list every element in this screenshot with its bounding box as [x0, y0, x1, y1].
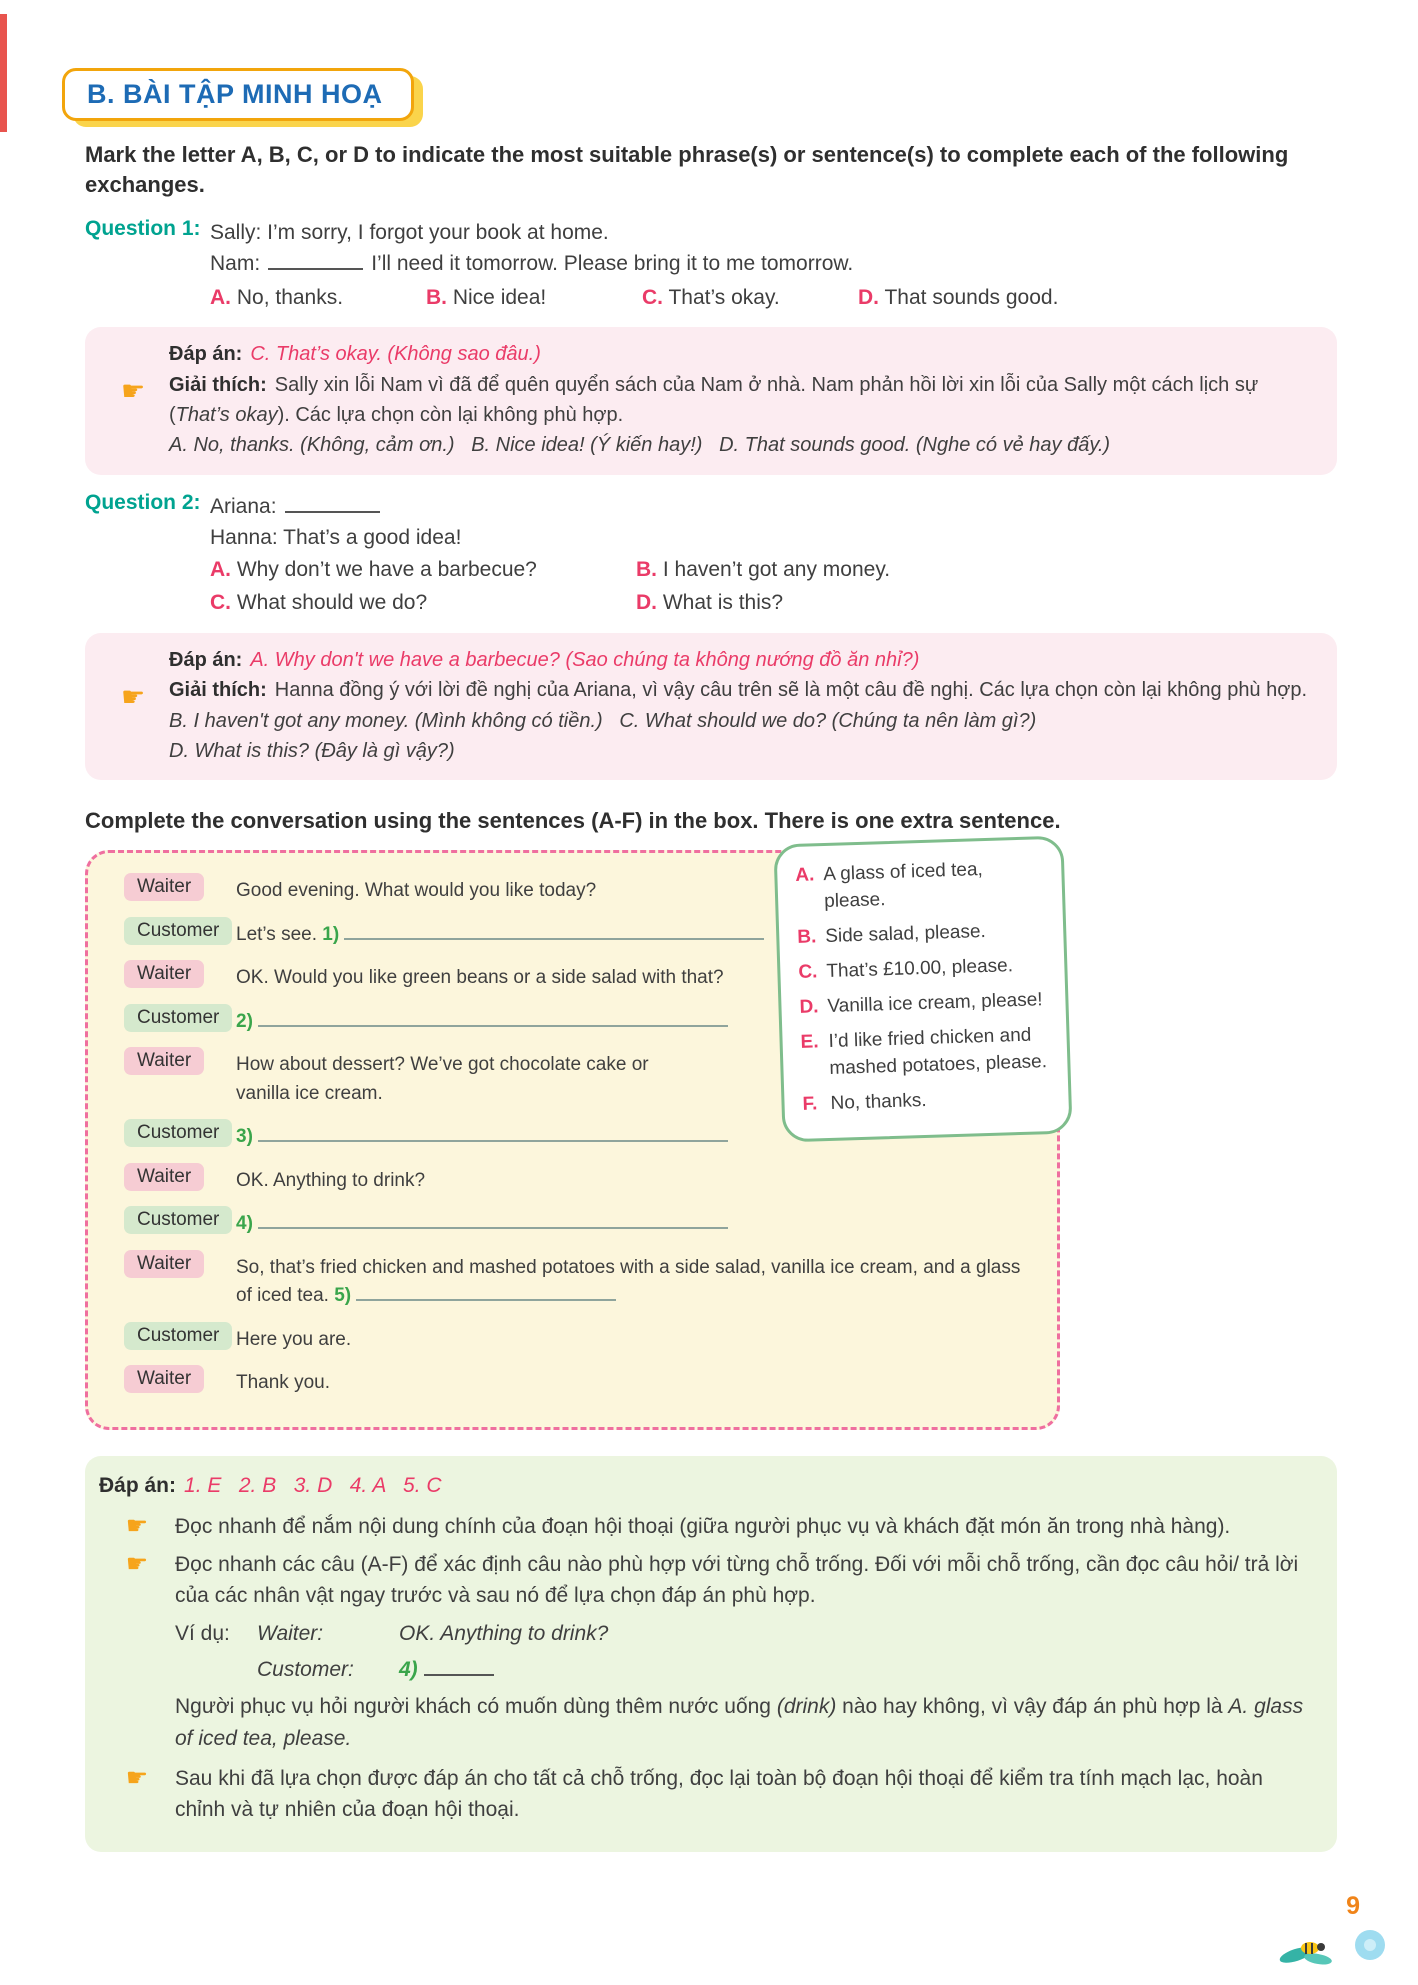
page-content	[85, 140, 1337, 1852]
dialogue-line: Hanna: That’s a good idea!	[210, 526, 462, 550]
option-text: Side salad, please.	[824, 921, 987, 948]
blank-number: 4)	[399, 1658, 418, 1682]
option-letter: E.	[800, 1031, 819, 1054]
tip-italic: A. glass of iced tea, please.	[175, 1695, 1304, 1750]
option-text: That’s okay.	[668, 285, 780, 309]
dialogue-line	[210, 248, 1337, 280]
option-b	[426, 282, 642, 314]
answer-label: Đáp án:	[169, 648, 243, 671]
example-speaker: Waiter:	[257, 1622, 324, 1646]
section-title: B. BÀI TẬP MINH HOẠ	[87, 79, 383, 109]
speaker-cell	[124, 960, 236, 988]
speaker-cell	[124, 917, 236, 945]
option-letter: D.	[858, 285, 879, 309]
sentence-option-a	[795, 855, 1049, 917]
dialogue-fragment: So, that’s fried chicken and mashed potatoes with a side salad, vanilla ice cream, and a glass of iced tea.	[236, 1256, 1021, 1307]
dialogue-row	[124, 1163, 1037, 1196]
exercise-instruction: Mark the letter A, B, C, or D to indicate the most suitable phrase(s) or sentence(s) to complete each of the following exchanges.	[85, 142, 1289, 198]
dialogue-fragment: Let’s see.	[236, 923, 317, 945]
option-b	[636, 554, 1337, 586]
pointing-hand-icon: ☛	[121, 681, 146, 712]
question-2-label: Question 2:	[85, 490, 201, 514]
dialogue-text: Here you are.	[236, 1328, 352, 1350]
answer-blank	[268, 258, 363, 270]
speaker-cell	[124, 1365, 236, 1393]
blank-number: 1)	[322, 923, 340, 945]
dialogue-text	[236, 917, 764, 950]
question-1-label: Question 1:	[85, 216, 201, 240]
speaker-cell	[124, 1163, 236, 1191]
blank-line	[344, 928, 764, 940]
exercise-answer-box	[85, 1456, 1337, 1852]
explanation-italic: That’s okay	[175, 404, 278, 426]
blank-number: 3)	[236, 1126, 253, 1148]
explanation-text: ). Các lựa chọn còn lại không phù hợp.	[277, 404, 624, 426]
speaker-chip-waiter: Waiter	[124, 1047, 204, 1075]
answer-line	[99, 1470, 1311, 1501]
explanation-text: Hanna đồng ý với lời đề nghị của Ariana, vì vậy câu trên sẽ là một câu đề nghị. Các lựa chọn còn lại không phù hợp.	[274, 679, 1308, 702]
option-text: No, thanks.	[236, 285, 344, 309]
dialogue-row	[124, 1322, 1037, 1355]
speaker-chip-waiter: Waiter	[124, 1250, 204, 1278]
pointing-hand-icon: ☛	[125, 1763, 149, 1792]
answer-options	[210, 282, 1337, 314]
option-text: I’d like fried chicken and mashed potatoes, please.	[828, 1024, 1048, 1080]
answer-options	[210, 554, 1337, 619]
blank-line	[258, 1015, 728, 1027]
dialogue-text	[236, 1206, 728, 1239]
speaker-chip-waiter: Waiter	[124, 873, 204, 901]
bee-flower-decoration	[1266, 1915, 1396, 1973]
pointing-hand-icon: ☛	[121, 376, 146, 407]
option-d	[858, 282, 1058, 314]
answer-line	[169, 339, 1311, 369]
answer-label: Đáp án:	[99, 1473, 177, 1497]
speaker-chip-customer: Customer	[124, 1322, 232, 1350]
option-a	[210, 554, 636, 586]
dialogue-text: Good evening. What would you like today?	[236, 880, 597, 902]
speaker-cell	[124, 1250, 236, 1278]
example-spacer	[175, 1654, 257, 1685]
explanation	[169, 370, 1311, 431]
tip-italic: (drink)	[776, 1695, 837, 1719]
blank-line	[424, 1664, 494, 1676]
explanation-label: Giải thích:	[169, 679, 267, 702]
option-letter: C.	[210, 591, 231, 615]
option-text: I haven’t got any money.	[662, 557, 891, 581]
option-letter: A.	[795, 864, 815, 887]
tip-text: nào hay không, vì vậy đáp án phù hợp là	[836, 1695, 1229, 1719]
conversation-instruction: Complete the conversation using the sentences (A-F) in the box. There is one extra sentence.	[85, 808, 1061, 834]
blank-number: 2)	[236, 1010, 253, 1032]
page-number: 9	[1346, 1892, 1360, 1920]
question-1	[85, 217, 1337, 314]
option-translations: D. What is this? (Đây là gì vậy?)	[169, 739, 455, 762]
example-text: OK. Anything to drink?	[399, 1622, 609, 1646]
speaker-cell	[124, 1047, 236, 1075]
speaker-cell	[124, 873, 236, 901]
sentence-option-d	[799, 987, 1052, 1022]
option-a	[210, 282, 426, 314]
option-letter: A.	[210, 557, 231, 581]
blank-number: 5)	[334, 1285, 352, 1307]
tip-bullet	[99, 1549, 1311, 1611]
answer-blank	[285, 501, 380, 513]
dialogue-text: How about dessert? We’ve got chocolate cake or vanilla ice cream.	[236, 1054, 649, 1104]
page-edge-accent	[0, 14, 7, 132]
dialogue-text	[236, 1250, 1036, 1311]
question-2-body	[210, 491, 1337, 619]
option-letter: F.	[802, 1093, 818, 1115]
option-translations: B. I haven't got any money. (Mình không có tiền.) C. What should we do? (Chúng ta nên làm gì?)	[169, 709, 1037, 732]
answer-label: Đáp án:	[169, 343, 243, 366]
speaker-chip-customer: Customer	[124, 1004, 232, 1032]
option-text: No, thanks.	[830, 1090, 927, 1115]
pointing-hand-icon: ☛	[125, 1511, 149, 1540]
answer-value: A. Why don't we have a barbecue? (Sao chúng ta không nướng đồ ăn nhỉ?)	[250, 648, 920, 671]
option-letter: B.	[796, 926, 817, 949]
answer-box-q1	[85, 327, 1337, 475]
dialogue-line: Sally: I’m sorry, I forgot your book at home.	[210, 220, 609, 244]
dialogue-text: Thank you.	[236, 1372, 330, 1394]
option-c	[642, 282, 858, 314]
tip-bullet	[99, 1763, 1311, 1825]
tip-paragraph	[175, 1691, 1311, 1753]
blank-line	[258, 1217, 728, 1229]
speaker-cell	[124, 1206, 236, 1234]
blank-line	[356, 1289, 616, 1301]
pointing-hand-icon: ☛	[125, 1550, 149, 1579]
tip-text: Sau khi đã lựa chọn được đáp án cho tất cả chỗ trống, đọc lại toàn bộ đoạn hội thoại để kiểm tra tính mạch lạc, hoàn chỉnh và tự nhiên của đoạn hội thoại.	[175, 1766, 1263, 1821]
option-letter: B.	[636, 557, 657, 581]
speaker-cell	[124, 1004, 236, 1032]
option-letter: D.	[799, 996, 819, 1019]
dialogue-text: I’ll need it tomorrow. Please bring it to me tomorrow.	[371, 252, 854, 276]
option-letter: A.	[210, 285, 231, 309]
option-letter: D.	[636, 591, 657, 615]
speaker-text: Ariana:	[210, 494, 277, 518]
sentence-option-e	[800, 1022, 1054, 1084]
dialogue-row	[124, 1206, 1037, 1239]
tip-text: Đọc nhanh các câu (A-F) để xác định câu nào phù hợp với từng chỗ trống. Đối với mỗi chỗ trống, cần đọc câu hỏi/ trả lời của các nhân vật ngay trước và sau nó để lựa chọn đáp án phù hợp.	[175, 1553, 1299, 1608]
option-translations: A. No, thanks. (Không, cảm ơn.) B. Nice idea! (Ý kiến hay!) D. That sounds good. (Nghe có vẻ hay đấy.)	[169, 434, 1111, 457]
dialogue-line	[210, 491, 1337, 523]
option-text: Nice idea!	[452, 285, 547, 309]
speaker-text: Nam:	[210, 252, 261, 276]
dialogue-text: OK. Would you like green beans or a side salad with that?	[236, 967, 724, 989]
speaker-chip-waiter: Waiter	[124, 1365, 204, 1393]
question-1-body	[210, 217, 1337, 314]
option-d	[636, 587, 1337, 619]
sentence-option-b	[797, 917, 1050, 952]
option-letter: B.	[426, 285, 447, 309]
option-letter: C.	[798, 961, 818, 984]
answer-line	[169, 645, 1311, 675]
answer-value: C. That’s okay. (Không sao đâu.)	[250, 343, 541, 366]
option-text: A glass of iced tea, please.	[823, 859, 984, 913]
explanation	[169, 675, 1311, 705]
option-text: That’s £10.00, please.	[826, 955, 1014, 983]
speaker-chip-waiter: Waiter	[124, 960, 204, 988]
conversation-section	[85, 850, 1060, 1430]
option-c	[210, 587, 636, 619]
option-text: What should we do?	[236, 591, 428, 615]
explanation-text: Sally xin lỗi Nam vì đã để quên quyển sách của Nam ở nhà. Nam phản hồi lời xin lỗi của Sally một cách lịch sự (	[169, 373, 1259, 426]
blank-number: 4)	[236, 1213, 253, 1235]
example-blank-row	[399, 1654, 1311, 1685]
speaker-cell	[124, 1119, 236, 1147]
example-speaker: Customer:	[257, 1658, 354, 1682]
example-label: Ví dụ:	[175, 1622, 230, 1646]
option-text: That sounds good.	[884, 285, 1059, 309]
dialogue-row	[124, 1365, 1037, 1398]
blank-line	[258, 1130, 728, 1142]
speaker-chip-waiter: Waiter	[124, 1163, 204, 1191]
dialogue-row	[124, 1250, 1037, 1311]
option-letter: C.	[642, 285, 663, 309]
answer-box-q2	[85, 633, 1337, 781]
option-text: Why don’t we have a barbecue?	[236, 557, 537, 581]
tip-text: Người phục vụ hỏi người khách có muốn dùng thêm nước uống	[175, 1695, 777, 1719]
speaker-cell	[124, 1322, 236, 1350]
option-text: What is this?	[662, 591, 784, 615]
dialogue-text	[236, 1004, 728, 1037]
answer-values: 1. E 2. B 3. D 4. A 5. C	[184, 1473, 442, 1497]
tip-bullet	[99, 1511, 1311, 1542]
question-2	[85, 491, 1337, 619]
tip-text: Đọc nhanh để nắm nội dung chính của đoạn hội thoại (giữa người phục vụ và khách đặt món ăn trong nhà hàng).	[175, 1514, 1231, 1538]
speaker-chip-customer: Customer	[124, 1119, 232, 1147]
speaker-chip-customer: Customer	[124, 917, 232, 945]
option-text: Vanilla ice cream, please!	[827, 989, 1043, 1018]
explanation-label: Giải thích:	[169, 373, 267, 396]
dialogue-text: OK. Anything to drink?	[236, 1169, 426, 1191]
speaker-chip-customer: Customer	[124, 1206, 232, 1234]
example-block	[175, 1618, 1311, 1685]
dialogue-text	[236, 1119, 728, 1152]
section-header-badge	[62, 68, 414, 121]
sentence-options-box	[773, 836, 1072, 1143]
sentence-option-c	[798, 952, 1051, 987]
sentence-option-f	[802, 1084, 1055, 1119]
